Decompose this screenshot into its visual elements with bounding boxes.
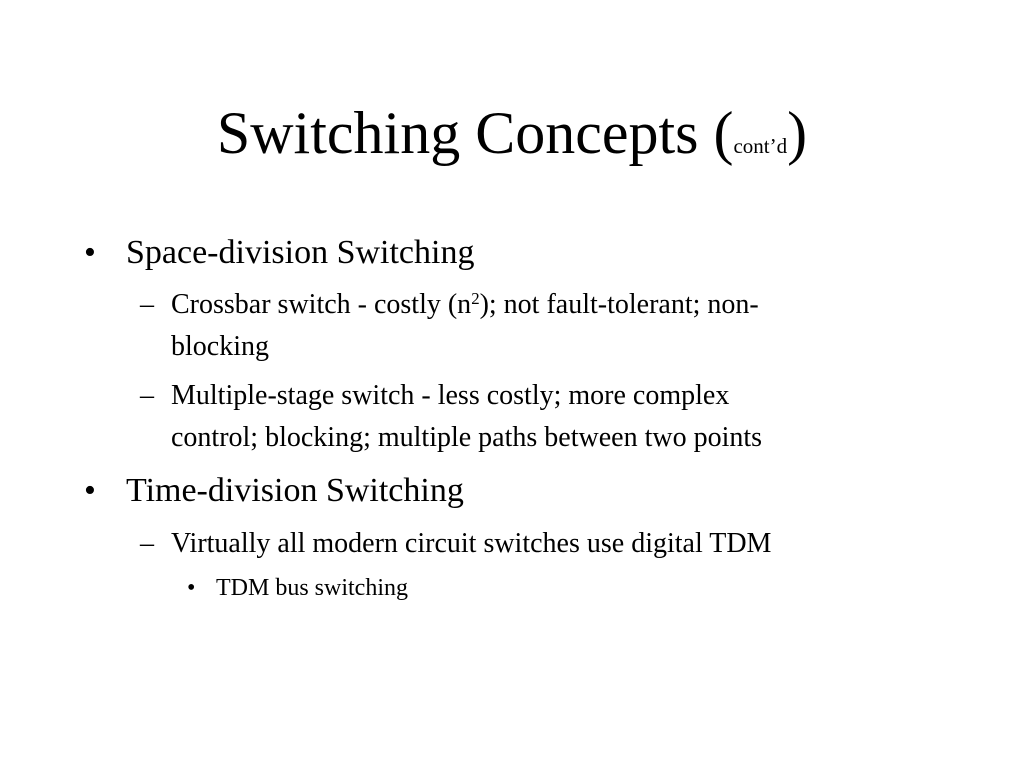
subitem-multistage-line1: Multiple-stage switch - less costly; more complex: [171, 380, 730, 411]
title-close-paren: ): [787, 100, 808, 166]
subitem-tdm-bus: TDM bus switching: [216, 575, 408, 601]
bullet-time-division: Time-division Switching: [126, 472, 464, 509]
crossbar-superscript: 2: [471, 288, 480, 308]
subitem-crossbar-line2: blocking: [171, 331, 269, 362]
crossbar-text-a: Crossbar switch - costly (n: [171, 289, 472, 320]
dash-marker: –: [140, 289, 154, 320]
title-main: Switching Concepts (: [216, 100, 734, 166]
bullet-space-division: Space-division Switching: [126, 234, 475, 271]
dash-marker: –: [140, 528, 154, 559]
title-note: cont’d: [733, 134, 788, 158]
subitem-crossbar-line1: [171, 284, 759, 326]
bullet-marker: •: [84, 234, 96, 271]
subitem-multistage-line2: control; blocking; multiple paths between two points: [171, 422, 763, 453]
bullet-marker: •: [84, 472, 96, 509]
subitem-tdm: Virtually all modern circuit switches use digital TDM: [171, 528, 772, 559]
crossbar-text-b: ); not fault-tolerant; non-: [479, 289, 759, 320]
small-bullet-marker: •: [187, 575, 196, 601]
dash-marker: –: [140, 380, 154, 411]
slide-title: [0, 98, 1024, 181]
